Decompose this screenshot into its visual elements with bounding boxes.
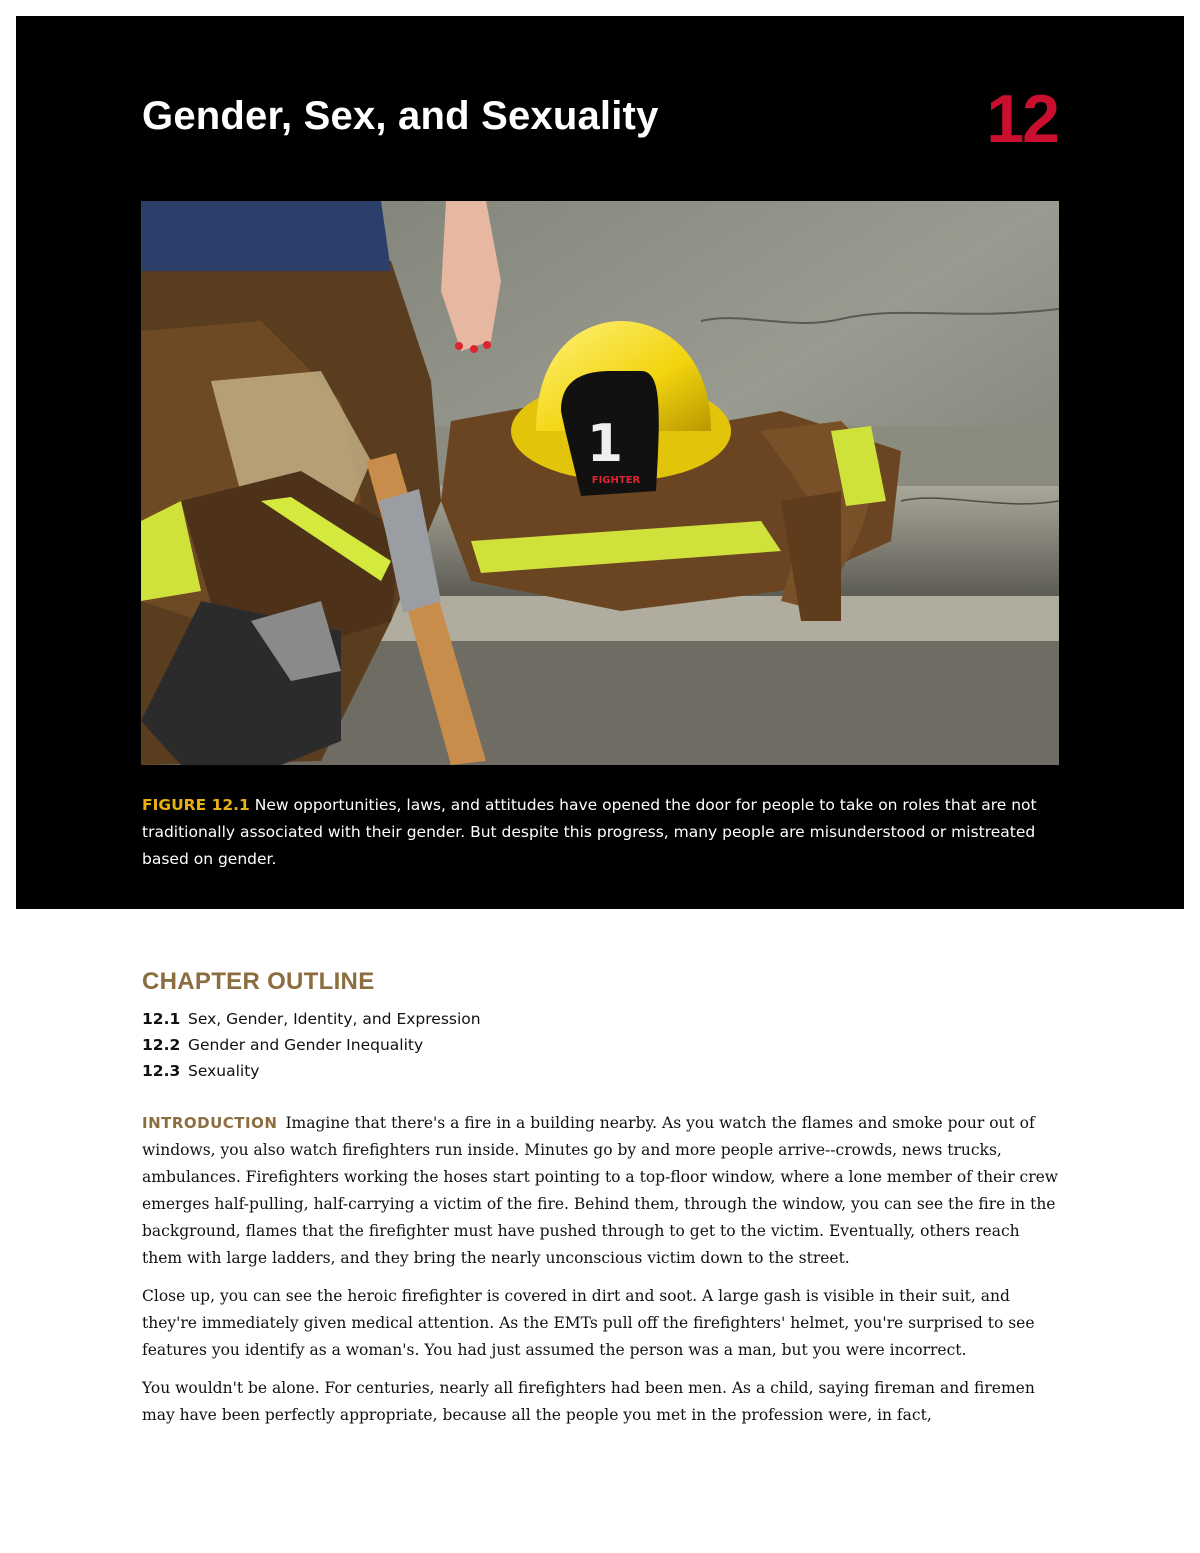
intro-paragraph [142, 1110, 1060, 1272]
chapter-title: Gender, Sex, and Sexuality [142, 94, 659, 138]
helmet-number: 1 [586, 414, 624, 474]
outline-item-number: 12.2 [142, 1036, 181, 1054]
helmet-text: FIGHTER [591, 475, 641, 486]
outline-item-number: 12.1 [142, 1010, 181, 1028]
chapter-outline-heading: CHAPTER OUTLINE [142, 968, 375, 995]
intro-paragraph: Close up, you can see the heroic firefighter is covered in dirt and soot. A large gash is visible in their suit, and they're immediately given medical attention. As the EMTs pull off the firefighters' helmet, you're surprised to see features you identify as a woman's. You had just assumed the person was a man, but you were incorrect. [142, 1287, 1035, 1359]
figure-caption [142, 792, 1060, 873]
figure-photo [141, 201, 1059, 765]
outline-item-number: 12.3 [142, 1062, 181, 1080]
introduction-section [142, 1110, 1060, 1440]
outline-item-title: Sex, Gender, Identity, and Expression [188, 1010, 481, 1028]
chapter-number: 12 [986, 81, 1058, 157]
intro-paragraph-text: Imagine that there's a fire in a building nearby. As you watch the flames and smoke pour out of windows, you also watch firefighters run inside. Minutes go by and more people arrive--crowds, news trucks, ambulances. Firefighters working the hoses start pointing to a top-floor window, where a lone member of their crew emerges half-pulling, half-carrying a victim of the fire. Behind them, through the window, you can see the fire in the background, flames that the firefighter must have pushed through to get to the victim. Eventually, others reach them with large ladders, and they bring the nearly unconscious victim down to the street. [142, 1114, 1059, 1267]
outline-item-title: Sexuality [188, 1062, 260, 1080]
outline-item[interactable] [142, 1032, 481, 1058]
intro-paragraph: You wouldn't be alone. For centuries, nearly all firefighters had been men. As a child, saying fireman and firemen may have been perfectly appropriate, because all the people you met in the profession were, in fact, [142, 1379, 1035, 1424]
introduction-label: INTRODUCTION [142, 1114, 278, 1132]
chapter-header [16, 16, 1184, 909]
figure-caption-text: New opportunities, laws, and attitudes have opened the door for people to take on roles that are not traditionally associated with their gender. But despite this progress, many people are misunderstood or mistreated based on gender. [142, 796, 1037, 868]
outline-item[interactable] [142, 1006, 481, 1032]
outline-item[interactable] [142, 1058, 481, 1084]
figure-label: FIGURE 12.1 [142, 796, 250, 814]
chapter-outline-list [142, 1006, 481, 1084]
outline-item-title: Gender and Gender Inequality [188, 1036, 424, 1054]
